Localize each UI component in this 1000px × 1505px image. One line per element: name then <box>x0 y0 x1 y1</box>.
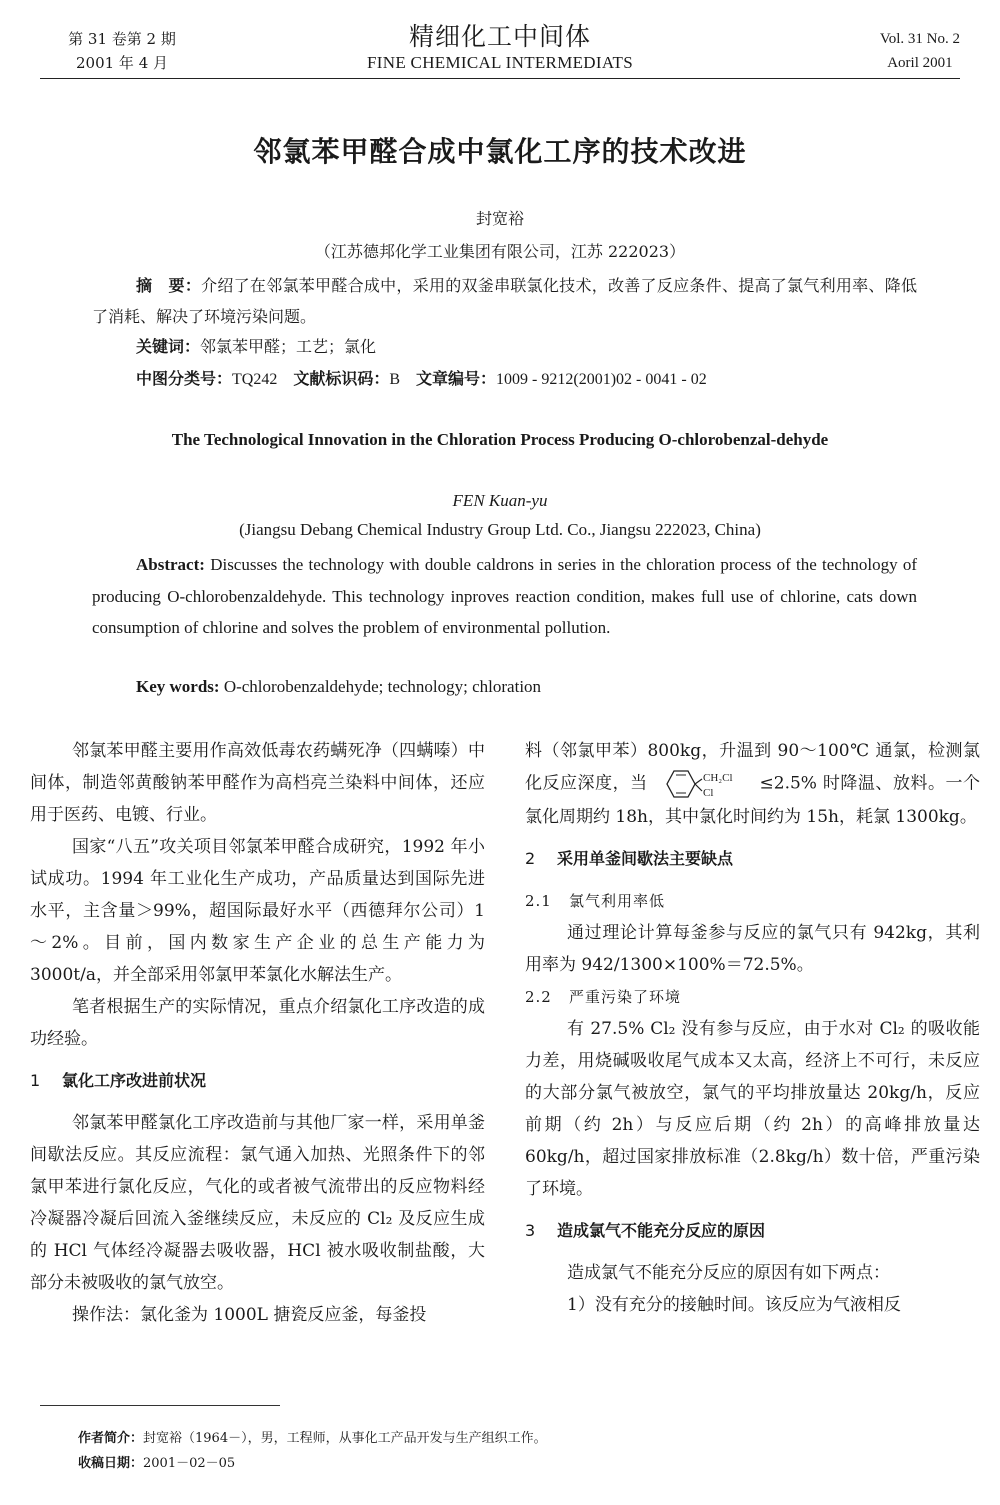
body-paragraph: 有 27.5% Cl₂ 没有参与反应，由于水对 Cl₂ 的吸收能力差，用烧碱吸收尾气成本又太高，经济上不可行，未反应的大部分氯气被放空，氯气的平均排放量达 20kg/h，反应前期（约 2h）与反应后期（约 2h）的高峰排放量达 60kg/h，超过国家排放标准（2.8kg/h）数十倍，严重污染了环境。 <box>525 1019 980 1199</box>
clc-value: TQ242 <box>232 371 278 388</box>
paper-title-cn: 邻氯苯甲醛合成中氯化工序的技术改进 <box>253 135 747 168</box>
section-heading-1 <box>30 1065 485 1097</box>
issue-date: 2001 年 4 月 <box>75 54 169 72</box>
body-paragraph: 笔者根据生产的实际情况，重点介绍氯化工序改造的成功经验。 <box>30 997 485 1049</box>
affiliation-cn: （江苏德邦化学工业集团有限公司，江苏 222023） <box>314 242 686 261</box>
affiliation-en: (Jiangsu Debang Chemical Industry Group Ltd. Co., Jiangsu 222023, China) <box>239 520 761 539</box>
section-title: 氯化工序改进前状况 <box>62 1071 207 1090</box>
classification-line <box>136 366 707 389</box>
subsection-number: 2.2 <box>525 988 552 1006</box>
body-paragraph: 邻氯苯甲醛氯化工序改造前与其他厂家一样，采用单釜间歇法反应。其反应流程：氯气通入加热、光照条件下的邻氯甲苯进行氯化反应，气化的或者被气流带出的反应物料经冷凝器冷凝后回流入釜继续反应，未反应的 Cl₂ 及反应生成的 HCl 气体经冷凝器去吸收器，HCl 被水吸收制盐酸，大部分未被吸收的氯气放空。 <box>30 1113 485 1293</box>
subsection-heading-2-2 <box>525 981 980 1013</box>
header-rule <box>40 78 960 79</box>
keywords-cn-label: 关键词： <box>136 337 201 356</box>
volume-info <box>880 27 960 75</box>
body-paragraph: 邻氯苯甲醛主要用作高效低毒农药螨死净（四螨嗪）中间体，制造邻黄酸钠苯甲醛作为高档亮兰染料中间体，还应用于医药、电镀、行业。 <box>30 741 485 825</box>
keywords-cn-text: 邻氯苯甲醛；工艺；氯化 <box>200 337 377 356</box>
doc-code-label: 文献标识码： <box>293 369 390 388</box>
footnote-received-date: 2001－02－05 <box>143 1456 236 1471</box>
subsection-number: 2.1 <box>525 892 552 910</box>
section-number: 2 <box>525 849 536 868</box>
issue-number: 第 31 卷第 2 期 <box>68 30 176 48</box>
body-right-column <box>525 735 980 1321</box>
author-en: FEN Kuan-yu <box>452 491 548 510</box>
journal-title-en: FINE CHEMICAL INTERMEDIATS <box>367 53 633 72</box>
footnote-author-label: 作者简介： <box>78 1431 144 1446</box>
keywords-cn <box>136 334 376 357</box>
clc-label: 中图分类号： <box>136 369 233 388</box>
section-title: 造成氯气不能充分反应的原因 <box>557 1221 766 1240</box>
keywords-en-text: O-chlorobenzaldehyde; technology; chloration <box>223 677 542 696</box>
subsection-title: 氯气利用率低 <box>569 892 666 910</box>
body-paragraph <box>525 735 980 833</box>
footnote-rule <box>40 1405 280 1406</box>
subsection-heading-2-1 <box>525 885 980 917</box>
body-paragraph: 1）没有充分的接触时间。该反应为气液相反 <box>567 1295 901 1315</box>
volume-number: Vol. 31 No. 2 <box>879 31 960 47</box>
subsection-title: 严重污染了环境 <box>569 988 682 1006</box>
body-paragraph: 操作法：氯化釜为 1000L 搪瓷反应釜，每釜投 <box>72 1305 427 1325</box>
article-number-label: 文章编号： <box>416 369 497 388</box>
body-paragraph: 造成氯气不能充分反应的原因有如下两点： <box>567 1263 890 1283</box>
footnote-author-text: 封宽裕（1964－），男，工程师，从事化工产品开发与生产组织工作。 <box>143 1431 547 1446</box>
section-title: 采用单釜间歇法主要缺点 <box>557 849 734 868</box>
journal-title-cn: 精细化工中间体 <box>408 22 591 51</box>
section-heading-2 <box>525 843 980 875</box>
ch2cl-label: CH₂Cl <box>702 772 733 784</box>
body-text: 料（邻氯甲苯）800kg，升温到 90～100℃ 通氯，检测氯化反应深度，当 <box>525 741 980 794</box>
author-cn: 封宽裕 <box>475 209 524 228</box>
footnote-received-label: 收稿日期： <box>78 1456 144 1471</box>
article-number-value: 1009 - 9212(2001)02 - 0041 - 02 <box>496 371 707 388</box>
abstract-en <box>92 549 917 644</box>
body-paragraph: 国家“八五”攻关项目邻氯苯甲醛合成研究，1992 年小试成功。1994 年工业化生产成功，产品质量达到国际先进水平，主含量＞99%，超国际最好水平（西德拜尔公司）1～2%。目前，国内数家生产企业的总生产能力为 3000t/a，并全部采用邻氯甲苯氯化水解法生产。 <box>30 837 485 985</box>
section-number: 3 <box>525 1221 536 1240</box>
chlorobenzyl-chloride-structure-icon <box>654 767 754 801</box>
issue-info <box>62 27 182 75</box>
body-paragraph: 通过理论计算每釜参与反应的氯气只有 942kg，其利用率为 942/1300×100%＝72.5%。 <box>525 923 980 975</box>
section-number: 1 <box>30 1071 41 1090</box>
footnote-author <box>78 1427 547 1446</box>
abstract-cn-label: 摘 要： <box>136 276 202 295</box>
keywords-en-label: Key words: <box>136 677 220 696</box>
doc-code-value: B <box>389 371 401 388</box>
volume-date: Aoril 2001 <box>887 55 953 71</box>
abstract-en-label: Abstract: <box>136 555 205 574</box>
body-left-column <box>30 735 485 1331</box>
abstract-en-text: Discusses the technology with double caldrons in series in the chloration process of the technology of producing O-chlorobenzaldehyde. This technology inproves reaction condition, makes full use of chlorine, cats down consumption of chlorine and solves the problem of environmental pollution. <box>92 555 917 637</box>
abstract-cn <box>92 270 917 332</box>
abstract-cn-text: 介绍了在邻氯苯甲醛合成中，采用的双釜串联氯化技术，改善了反应条件、提高了氯气利用率、降低了消耗、解决了环境污染问题。 <box>92 276 917 326</box>
keywords-en <box>136 677 541 697</box>
body-text: ≤2.5% 时降温、放料。一个氯化周期约 18h，其中氯化时间约为 15h，耗氯 1300kg。 <box>525 773 981 827</box>
footnote-received <box>78 1452 235 1471</box>
section-heading-3 <box>525 1215 980 1247</box>
paper-title-en: The Technological Innovation in the Chloration Process Producing O-chlorobenzal-dehyde <box>171 430 829 449</box>
cl-label: Cl <box>702 787 713 799</box>
